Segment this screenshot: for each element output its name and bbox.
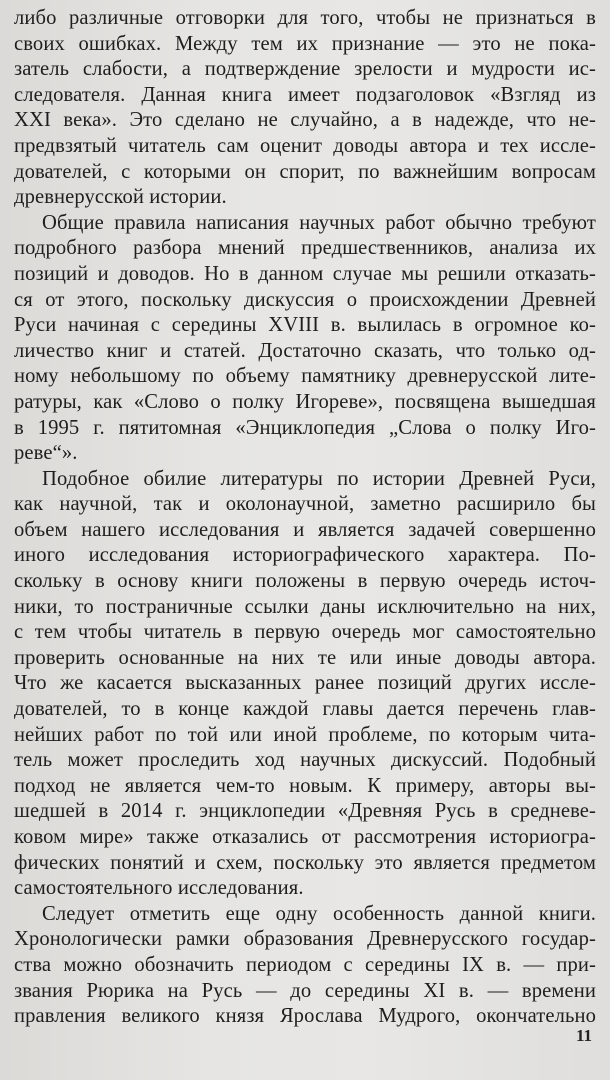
text-line: позиций и доводов. Но в данном случае мы решили отказать- [14,262,596,285]
paragraph-1 [14,6,596,211]
text-line: дователей, то в конце каждой главы дается перечень глав- [14,698,596,721]
text-line: звания Рюрика на Русь — до середины XI в. — времени [14,979,596,1002]
text-line: Что же касается высказанных ранее позиций других иссле- [14,672,596,695]
text-line: тель может проследить ход научных дискуссий. Подобный [14,749,596,772]
text-line: ники, то постраничные ссылки даны исключительно на них, [14,595,596,618]
text-line: Подобное обилие литературы по истории Древней Руси, [42,467,596,490]
text-line: проверить основанные на них те или иные доводы автора. [14,646,596,669]
text-line: XXI века». Это сделано не случайно, а в надежде, что не- [14,109,596,132]
text-line: либо различные отговорки для того, чтобы не признаться в [14,7,596,29]
page-number: 11 [575,1026,592,1045]
text-line: скольку в основу книги положены в первую очередь источ- [14,570,596,593]
book-page-body [14,6,596,1028]
text-line: в 1995 г. пятитомная «Энциклопедия „Слова о полку Иго- [14,416,596,439]
text-line: своих ошибках. Между тем их признание — это не пока- [14,32,596,55]
text-line: следователя. Данная книга имеет подзаголовок «Взгляд из [14,83,596,106]
text-line: с тем чтобы читатель в первую очередь мог самостоятельно [14,621,596,644]
text-line: подход не является чем-то новым. К примеру, авторы вы- [14,774,596,797]
text-line: фических понятий и схем, поскольку это является предметом [14,851,596,874]
text-line: самостоятельного исследования. [14,877,304,900]
text-line: Хронологически рамки образования Древнерусского государ- [14,928,596,951]
text-line: как научной, так и околонаучной, заметно расширило бы [14,493,596,516]
text-line: личество книг и статей. Достаточно сказать, что только од- [14,339,596,362]
text-line: реве“». [14,442,78,465]
text-line: ковом мире» также отказались от рассмотрения историогра- [14,826,596,848]
text-line: ся от этого, поскольку дискуссия о происхождении Древней [14,288,596,311]
text-line: шедшей в 2014 г. энциклопедии «Древняя Русь в средневе- [14,800,596,823]
text-line: подробного разбора мнений предшественников, анализа их [14,237,596,260]
text-line: ному небольшому по объему памятнику древнерусской лите- [14,365,596,388]
paragraph-4 [14,902,596,1030]
text-line: иного исследования историографического характера. По- [14,544,596,567]
paragraph-3 [14,467,596,902]
text-line: затель слабости, а подтверждение зрелости и мудрости ис- [14,58,596,81]
text-line: предвзятый читатель сам оценит доводы автора и тех иссле- [14,134,596,157]
text-line: нейших работ по той или иной проблеме, по которым чита- [14,723,596,746]
text-line: правления великого князя Ярослава Мудрого, окончательно [14,1005,596,1028]
text-line: Руси начиная с середины XVIII в. вылилась в огромное ко- [14,314,596,337]
paragraph-2 [14,211,596,467]
text-line: Следует отметить еще одну особенность данной книги. [42,902,596,925]
text-line: древнерусской истории. [14,186,227,209]
text-line: дователей, с которыми он спорит, по важнейшим вопросам [14,160,596,183]
text-line: ства можно обозначить периодом с середины IX в. — при- [14,953,596,976]
text-line: ратуры, как «Слово о полку Игореве», посвящена вышедшая [14,390,596,413]
text-line: Общие правила написания научных работ обычно требуют [42,211,596,234]
text-line: объем нашего исследования и является задачей совершенно [14,518,596,541]
